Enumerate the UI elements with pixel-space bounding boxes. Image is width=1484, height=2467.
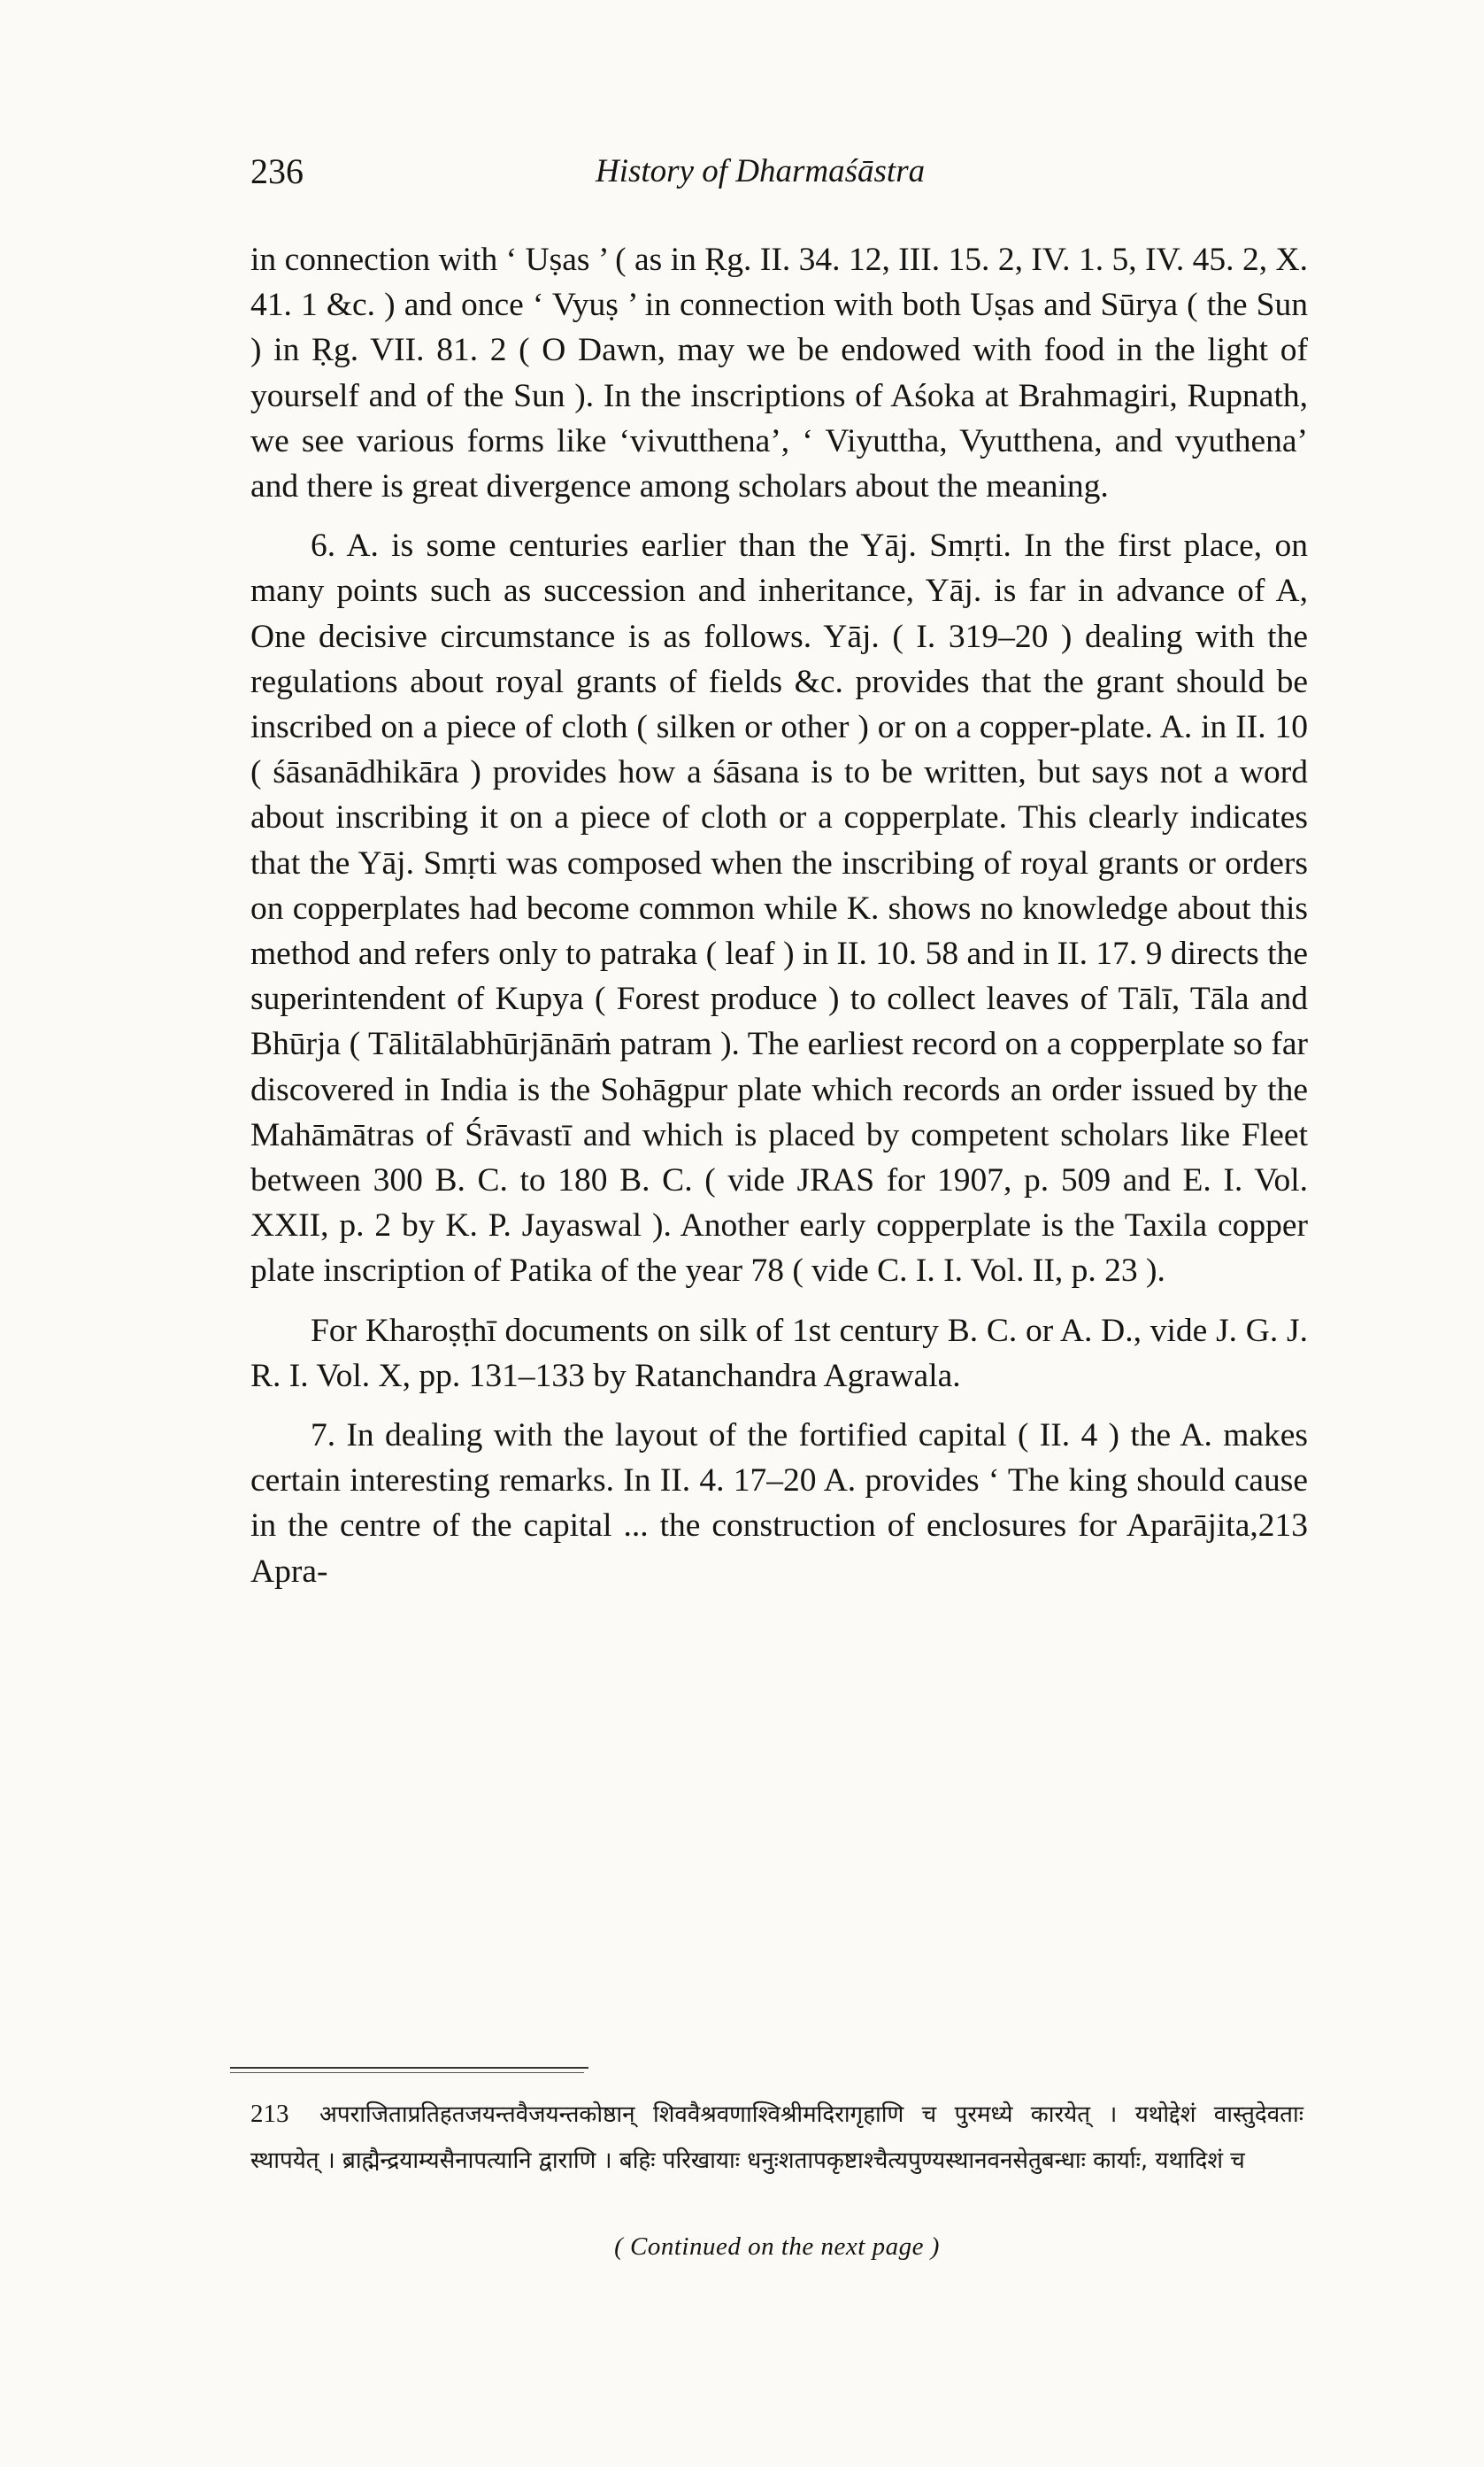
paragraph-6: 6. A. is some centuries earlier than the Yāj. Smṛti. In the first place, on many points such as succession and inheritance, Yāj. is far in advance of A, One decisive circumstance is as follows. Yāj. ( I. 319–20 ) dealing with the regulations about royal grants of fields &c. provides that the grant should be inscribed on a piece of cloth ( silken or other ) or on a copper-plate. A. in II. 10 ( śāsanādhikāra ) provides how a śāsana is to be written, but says not a word about inscribing it on a piece of cloth or a copperplate. This clearly indicates that the Yāj. Smṛti was composed when the inscribing of royal grants or orders on copperplates had become common while K. shows no knowledge about this method and refers only to patraka ( leaf ) in II. 10. 58 and in II. 17. 9 directs the superintendent of Kupya ( Forest produce ) to collect leaves of Tālī, Tāla and Bhūrja ( Tālitālabhūrjānāṁ patram ). The earliest record on a copperplate so far discovered in India is the Sohāgpur plate which records an order issued by the Mahāmātras of Śrāvastī and which is placed by competent scholars like Fleet between 300 B. C. to 180 B. C. ( vide JRAS for 1907, p. 509 and E. I. Vol. XXII, p. 2 by K. P. Jayaswal ). Another early copperplate is the Taxila copper plate inscription of Patika of the year 78 ( vide C. I. I. Vol. II, p. 23 ). <box>250 528 1308 1290</box>
paragraph-kharosthi: For Kharoṣṭhī documents on silk of 1st century B. C. or A. D., vide J. G. J. R. I. Vol. X, pp. 131–133 by Ratanchandra Agrawala. <box>250 1312 1308 1394</box>
page-number: 236 <box>250 151 304 191</box>
page-header <box>250 150 1312 204</box>
footnote-number: 213 <box>250 2100 289 2128</box>
footnote-separator <box>230 2067 588 2069</box>
footnote-continued <box>250 2232 1303 2262</box>
footnote-213 <box>250 2091 1303 2184</box>
paragraph-continuation: in connection with ‘ Uṣas ’ ( as in Ṛg. II. 34. 12, III. 15. 2, IV. 1. 5, IV. 45. 2, X. 41. 1 &c. ) and once ‘ Vyuṣ ’ in connection with both Uṣas and Sūrya ( the Sun ) in Ṛg. VII. 81. 2 ( O Dawn, may we be endowed with food in the light of yourself and of the Sun ). In the inscriptions of Aśoka at Brahmagiri, Rupnath, we see various forms like ‘vivutthena’, ‘ Viyuttha, Vyutthena, and vyuthena’ and there is great divergence among scholars about the meaning. <box>250 242 1308 505</box>
running-title: History of Dharmaśāstra <box>596 153 926 189</box>
main-text <box>250 237 1308 1594</box>
footnote-separator-line <box>230 2072 584 2073</box>
footnote-sanskrit-text: अपराजिताप्रतिहतजयन्तवैजयन्तकोष्ठान् शिववैश्रवणाश्विश्रीमदिरागृहाणि च पुरमध्ये कारयेत् । यथोद्देशं वास्तुदेवताः स्थापयेत् । ब्राह्मैन्द्रयाम्यसैनापत्यानि द्वाराणि । बहिः परिखायाः धनुःशतापकृष्टाश्चैत्यपुण्यस्थानवनसेतुबन्धाः कार्याः, यथादिशं च <box>250 2101 1303 2174</box>
continued-note: ( Continued on the next page ) <box>614 2232 940 2261</box>
paragraph-7: 7. In dealing with the layout of the fortified capital ( II. 4 ) the A. makes certain interesting remarks. In II. 4. 17–20 A. provides ‘ The king should cause in the centre of the capital ... the construction of enclosures for Aparājita,213 Apra- <box>250 1417 1308 1590</box>
